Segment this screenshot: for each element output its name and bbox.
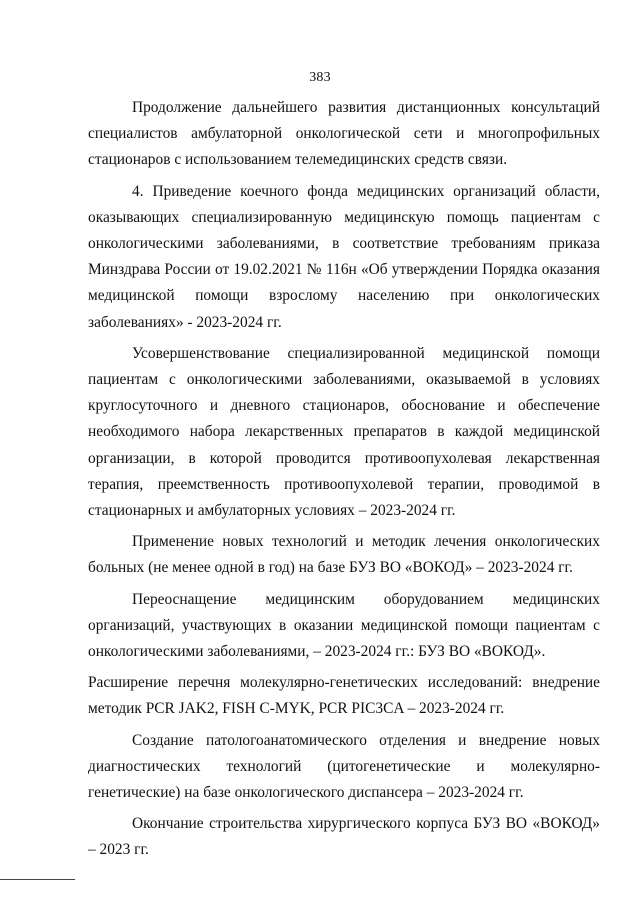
paragraph-genetic-research: Расширение перечня молекулярно-генетических исследований: внедрение методик PCR JAK2, FISH C-MYK, PCR PIC3CA – 2023-2024 гг. [88,674,600,718]
document-body [88,95,600,869]
paragraph-specialized-care: Усовершенствование специализированной медицинской помощи пациентам с онкологическими заболеваниями, оказываемой в условиях круглосуточного и дневного стационаров, обоснование и обеспечение необходимого набора лекарственных препаратов в каждой медицинской организации, в которой проводится противоопухолевая лекарственная терапия, преемственность противоопухолевой терапии, проводимой в стационарных и амбулаторных условиях – 2023-2024 гг. [88,344,600,520]
paragraph-surgical-building: Окончание строительства хирургического корпуса БУЗ ВО «ВОКОД» – 2023 гг. [88,815,600,859]
page-number: 383 [309,70,331,85]
scan-edge-line [0,879,75,880]
paragraph-telemedicine: Продолжение дальнейшего развития дистанционных консультаций специалистов амбулаторной онкологической сети и многопрофильных стационаров с использованием телемедицинских средств связи. [88,99,600,169]
paragraph-pathology-department: Создание патологоанатомического отделения и внедрение новых диагностических технологий (цитогенетические и молекулярно-генетические) на базе онкологического диспансера – 2023-2024 гг. [88,731,600,802]
paragraph-new-technologies: Применение новых технологий и методик лечения онкологических больных (не менее одной в год) на базе БУЗ ВО «ВОКОД» – 2023-2024 гг. [88,533,600,577]
paragraph-bed-fund: 4. Приведение коечного фонда медицинских организаций области, оказывающих специализированную медицинскую помощь пациентам с онкологическими заболеваниями, в соответствие требованиям приказа Минздрава России от 19.02.2021 № 116н «Об утверждении Порядка оказания медицинской помощи взрослому населению при онкологических заболеваниях» - 2023-2024 гг. [88,182,600,331]
paragraph-equipment: Переоснащение медицинским оборудованием медицинских организаций, участвующих в оказании медицинской помощи пациентам с онкологическими заболеваниями, – 2023-2024 гг.: БУЗ ВО «ВОКОД». [88,590,600,661]
